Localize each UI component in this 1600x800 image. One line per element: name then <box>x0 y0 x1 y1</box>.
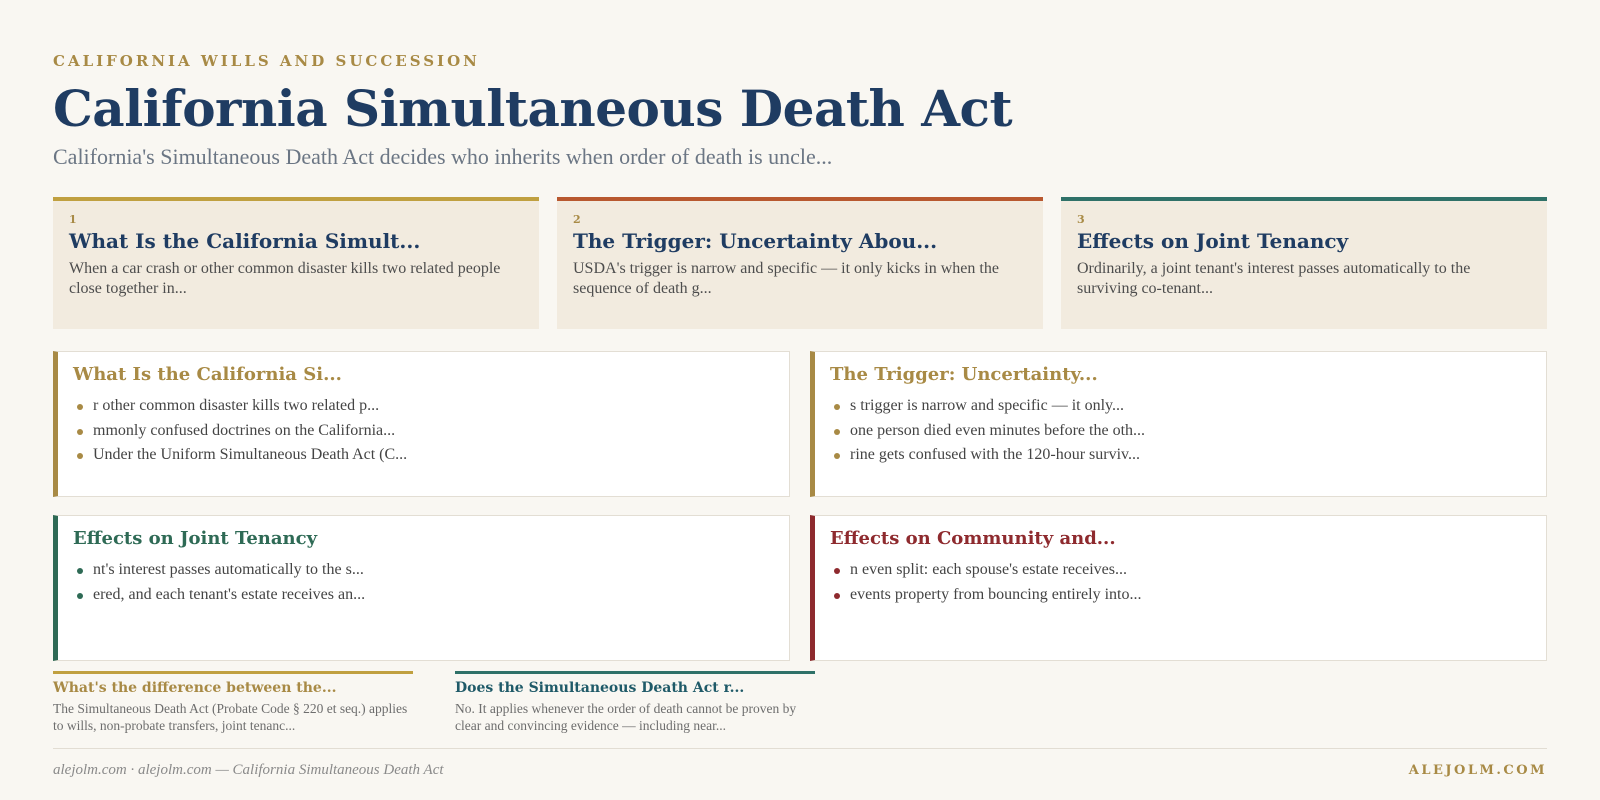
faq-answer: The Simultaneous Death Act (Probate Code § 220 et seq.) applies to wills, non-probate transfers, joint tenanc... <box>53 701 408 733</box>
list-item: n even split: each spouse's estate receives... <box>830 558 1531 583</box>
list-item: ered, and each tenant's estate receives an... <box>73 583 774 608</box>
list-item: rine gets confused with the 120-hour surviv... <box>830 443 1531 468</box>
detail-panel-trigger[interactable] <box>810 351 1547 497</box>
card-body: USDA's trigger is narrow and specific — it only kicks in when the sequence of death g... <box>573 260 999 297</box>
list-item: r other common disaster kills two related p... <box>73 394 774 419</box>
footer-divider <box>53 748 1547 749</box>
list-item: nt's interest passes automatically to the s... <box>73 558 774 583</box>
bullet-list <box>830 394 1531 468</box>
page-title: California Simultaneous Death Act <box>53 79 1013 138</box>
faq-item-2[interactable] <box>455 671 815 734</box>
card-title: What Is the California Simult... <box>69 229 421 253</box>
card-number: 3 <box>1077 213 1085 226</box>
faq-question: What's the difference between the... <box>53 680 337 696</box>
list-item: one person died even minutes before the oth... <box>830 419 1531 444</box>
bullet-list <box>73 558 774 607</box>
card-title: The Trigger: Uncertainty Abou... <box>573 229 938 253</box>
bullet-list <box>830 558 1531 607</box>
list-item: Under the Uniform Simultaneous Death Act (C... <box>73 443 774 468</box>
list-item: events property from bouncing entirely into... <box>830 583 1531 608</box>
card-body: Ordinarily, a joint tenant's interest passes automatically to the surviving co-tenant... <box>1077 260 1471 297</box>
card-number: 1 <box>69 213 77 226</box>
summary-cards <box>53 197 1547 329</box>
page-subtitle: California's Simultaneous Death Act decides who inherits when order of death is uncle... <box>53 144 833 169</box>
faq-section <box>53 671 815 734</box>
detail-panels <box>53 351 1547 661</box>
list-item: s trigger is narrow and specific — it only... <box>830 394 1531 419</box>
faq-item-1[interactable] <box>53 671 413 734</box>
card-number: 2 <box>573 213 581 226</box>
footer-source: alejolm.com · alejolm.com — California Simultaneous Death Act <box>53 762 444 778</box>
panel-title: What Is the California Si... <box>73 364 342 385</box>
eyebrow-label: CALIFORNIA WILLS AND SUCCESSION <box>53 52 480 70</box>
footer-brand-link[interactable]: ALEJOLM.COM <box>1408 763 1547 778</box>
list-item: mmonly confused doctrines on the California... <box>73 419 774 444</box>
bullet-list <box>73 394 774 468</box>
detail-panel-community-property[interactable] <box>810 515 1547 661</box>
detail-panel-definition[interactable] <box>53 351 790 497</box>
panel-title: Effects on Joint Tenancy <box>73 528 318 549</box>
panel-title: Effects on Community and... <box>830 528 1116 549</box>
faq-answer: No. It applies whenever the order of death cannot be proven by clear and convincing evidence — including near... <box>455 701 797 733</box>
panel-title: The Trigger: Uncertainty... <box>830 364 1098 385</box>
page-header <box>53 52 1553 170</box>
summary-card-3[interactable] <box>1061 197 1547 329</box>
card-body: When a car crash or other common disaster kills two related people close together in... <box>69 260 501 297</box>
card-title: Effects on Joint Tenancy <box>1077 229 1349 253</box>
summary-card-2[interactable] <box>557 197 1043 329</box>
summary-card-1[interactable] <box>53 197 539 329</box>
faq-question: Does the Simultaneous Death Act r... <box>455 680 745 696</box>
detail-panel-joint-tenancy[interactable] <box>53 515 790 661</box>
